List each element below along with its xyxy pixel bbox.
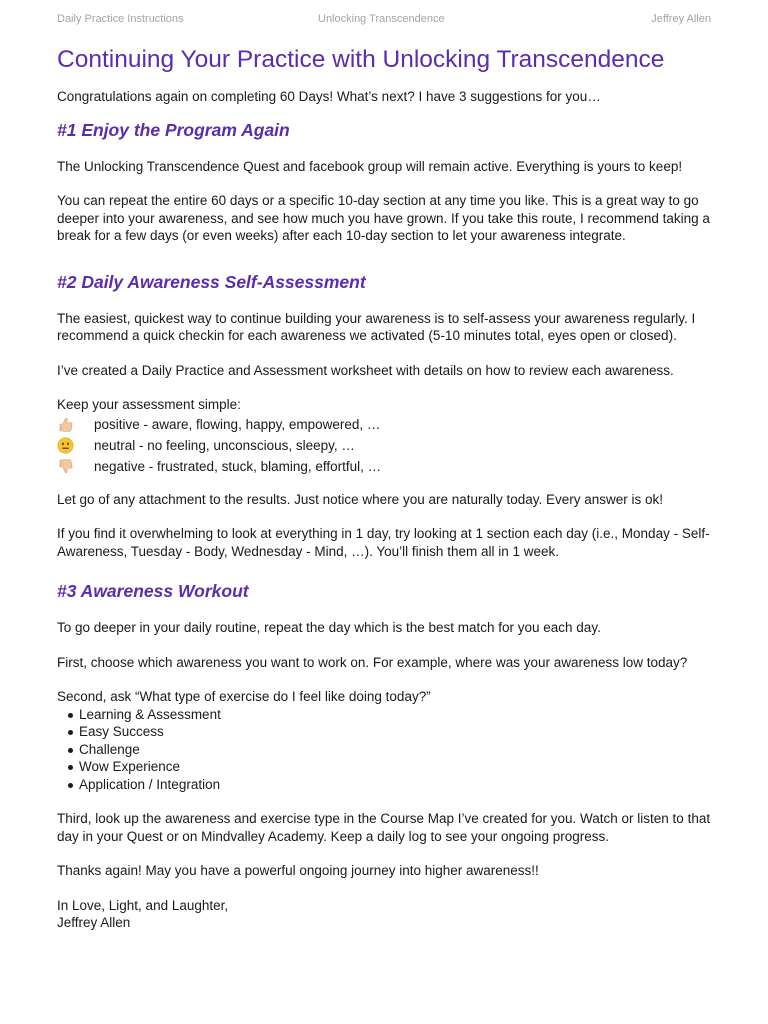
- bullet-icon: [68, 765, 73, 770]
- bullet-icon: [68, 783, 73, 788]
- document-body: [57, 44, 717, 932]
- section-1-paragraph-2: You can repeat the entire 60 days or a specific 10-day section at any time you like. This is a great way to go deeper into your awareness, and see how much you have grown. If you take this route, I recommend taking a break for a few days (or even weeks) after each 10-day section to let your awareness integrate.: [57, 193, 710, 243]
- thumbs-down-icon: [57, 458, 74, 475]
- section-3-paragraph-1: To go deeper in your daily routine, repeat the day which is the best match for you each day.: [57, 620, 601, 635]
- list-item: [68, 706, 717, 724]
- section-2-paragraph-4: Let go of any attachment to the results. Just notice where you are naturally today. Every answer is ok!: [57, 491, 664, 507]
- section-1-paragraph-1: The Unlocking Transcendence Quest and facebook group will remain active. Everything is yours to keep!: [57, 158, 683, 174]
- exercise-type-label: Easy Success: [79, 724, 164, 739]
- bullet-icon: [68, 730, 73, 735]
- section-2-paragraph-2: I’ve created a Daily Practice and Assessment worksheet with details on how to review each awareness.: [57, 362, 674, 378]
- bullet-icon: [68, 713, 73, 718]
- bullet-icon: [68, 748, 73, 753]
- section-1-heading: #1 Enjoy the Program Again: [57, 119, 290, 140]
- assessment-neutral-text: neutral - no feeling, unconscious, sleepy, …: [94, 437, 355, 453]
- exercise-type-label: Wow Experience: [79, 759, 181, 774]
- neutral-face-icon: [57, 437, 74, 454]
- list-item: [57, 456, 717, 477]
- section-3-paragraph-5: Thanks again! May you have a powerful ongoing journey into higher awareness!!: [57, 863, 539, 878]
- assessment-negative-text: negative - frustrated, stuck, blaming, effortful, …: [94, 458, 382, 474]
- closing-line: In Love, Light, and Laughter,: [57, 897, 229, 913]
- assessment-positive-text: positive - aware, flowing, happy, empowered, …: [94, 416, 381, 432]
- signature-name: Jeffrey Allen: [57, 915, 131, 930]
- thumbs-up-icon: [57, 416, 74, 433]
- section-3-heading: #3 Awareness Workout: [57, 581, 249, 601]
- page-title: Continuing Your Practice with Unlocking Transcendence: [57, 46, 665, 73]
- list-item: [68, 758, 717, 776]
- section-2-paragraph-3: Keep your assessment simple:: [57, 397, 241, 412]
- exercise-type-label: Challenge: [79, 741, 140, 757]
- exercise-type-label: Application / Integration: [79, 776, 221, 792]
- list-item: [68, 741, 717, 759]
- exercise-type-list: [57, 706, 717, 794]
- header-author: Jeffrey Allen: [651, 13, 711, 25]
- section-3-paragraph-2: First, choose which awareness you want to work on. For example, where was your awareness low today?: [57, 654, 688, 670]
- list-item: [57, 435, 717, 456]
- section-2-paragraph-1: The easiest, quickest way to continue building your awareness is to self-assess your awareness regularly. I recommend a quick checkin for each awareness we activated (5-10 minutes total, eyes open or closed).: [57, 310, 696, 343]
- list-item: [68, 723, 717, 741]
- section-2-heading: #2 Daily Awareness Self-Assessment: [57, 271, 366, 292]
- intro-paragraph: Congratulations again on completing 60 Days! What’s next? I have 3 suggestions for you…: [57, 89, 601, 104]
- header-doc-type: Daily Practice Instructions: [57, 13, 184, 25]
- section-3-paragraph-4: Third, look up the awareness and exercise type in the Course Map I’ve created for you. Watch or listen to that day in your Quest or on Mindvalley Academy. Keep a daily log to see your ongoing progress.: [57, 811, 711, 844]
- header-program-name: Unlocking Transcendence: [318, 13, 445, 25]
- section-2-paragraph-5: If you find it overwhelming to look at everything in 1 day, try looking at 1 section each day (i.e., Monday - Self-Awareness, Tuesday - Body, Wednesday - Mind, …). You’ll finish them all in 1 week.: [57, 526, 710, 559]
- list-item: [68, 776, 717, 794]
- exercise-type-label: Learning & Assessment: [79, 706, 221, 722]
- assessment-scale-list: [57, 414, 717, 477]
- running-header: [57, 12, 711, 26]
- section-3-paragraph-3: Second, ask “What type of exercise do I feel like doing today?”: [57, 689, 431, 704]
- list-item: [57, 414, 717, 435]
